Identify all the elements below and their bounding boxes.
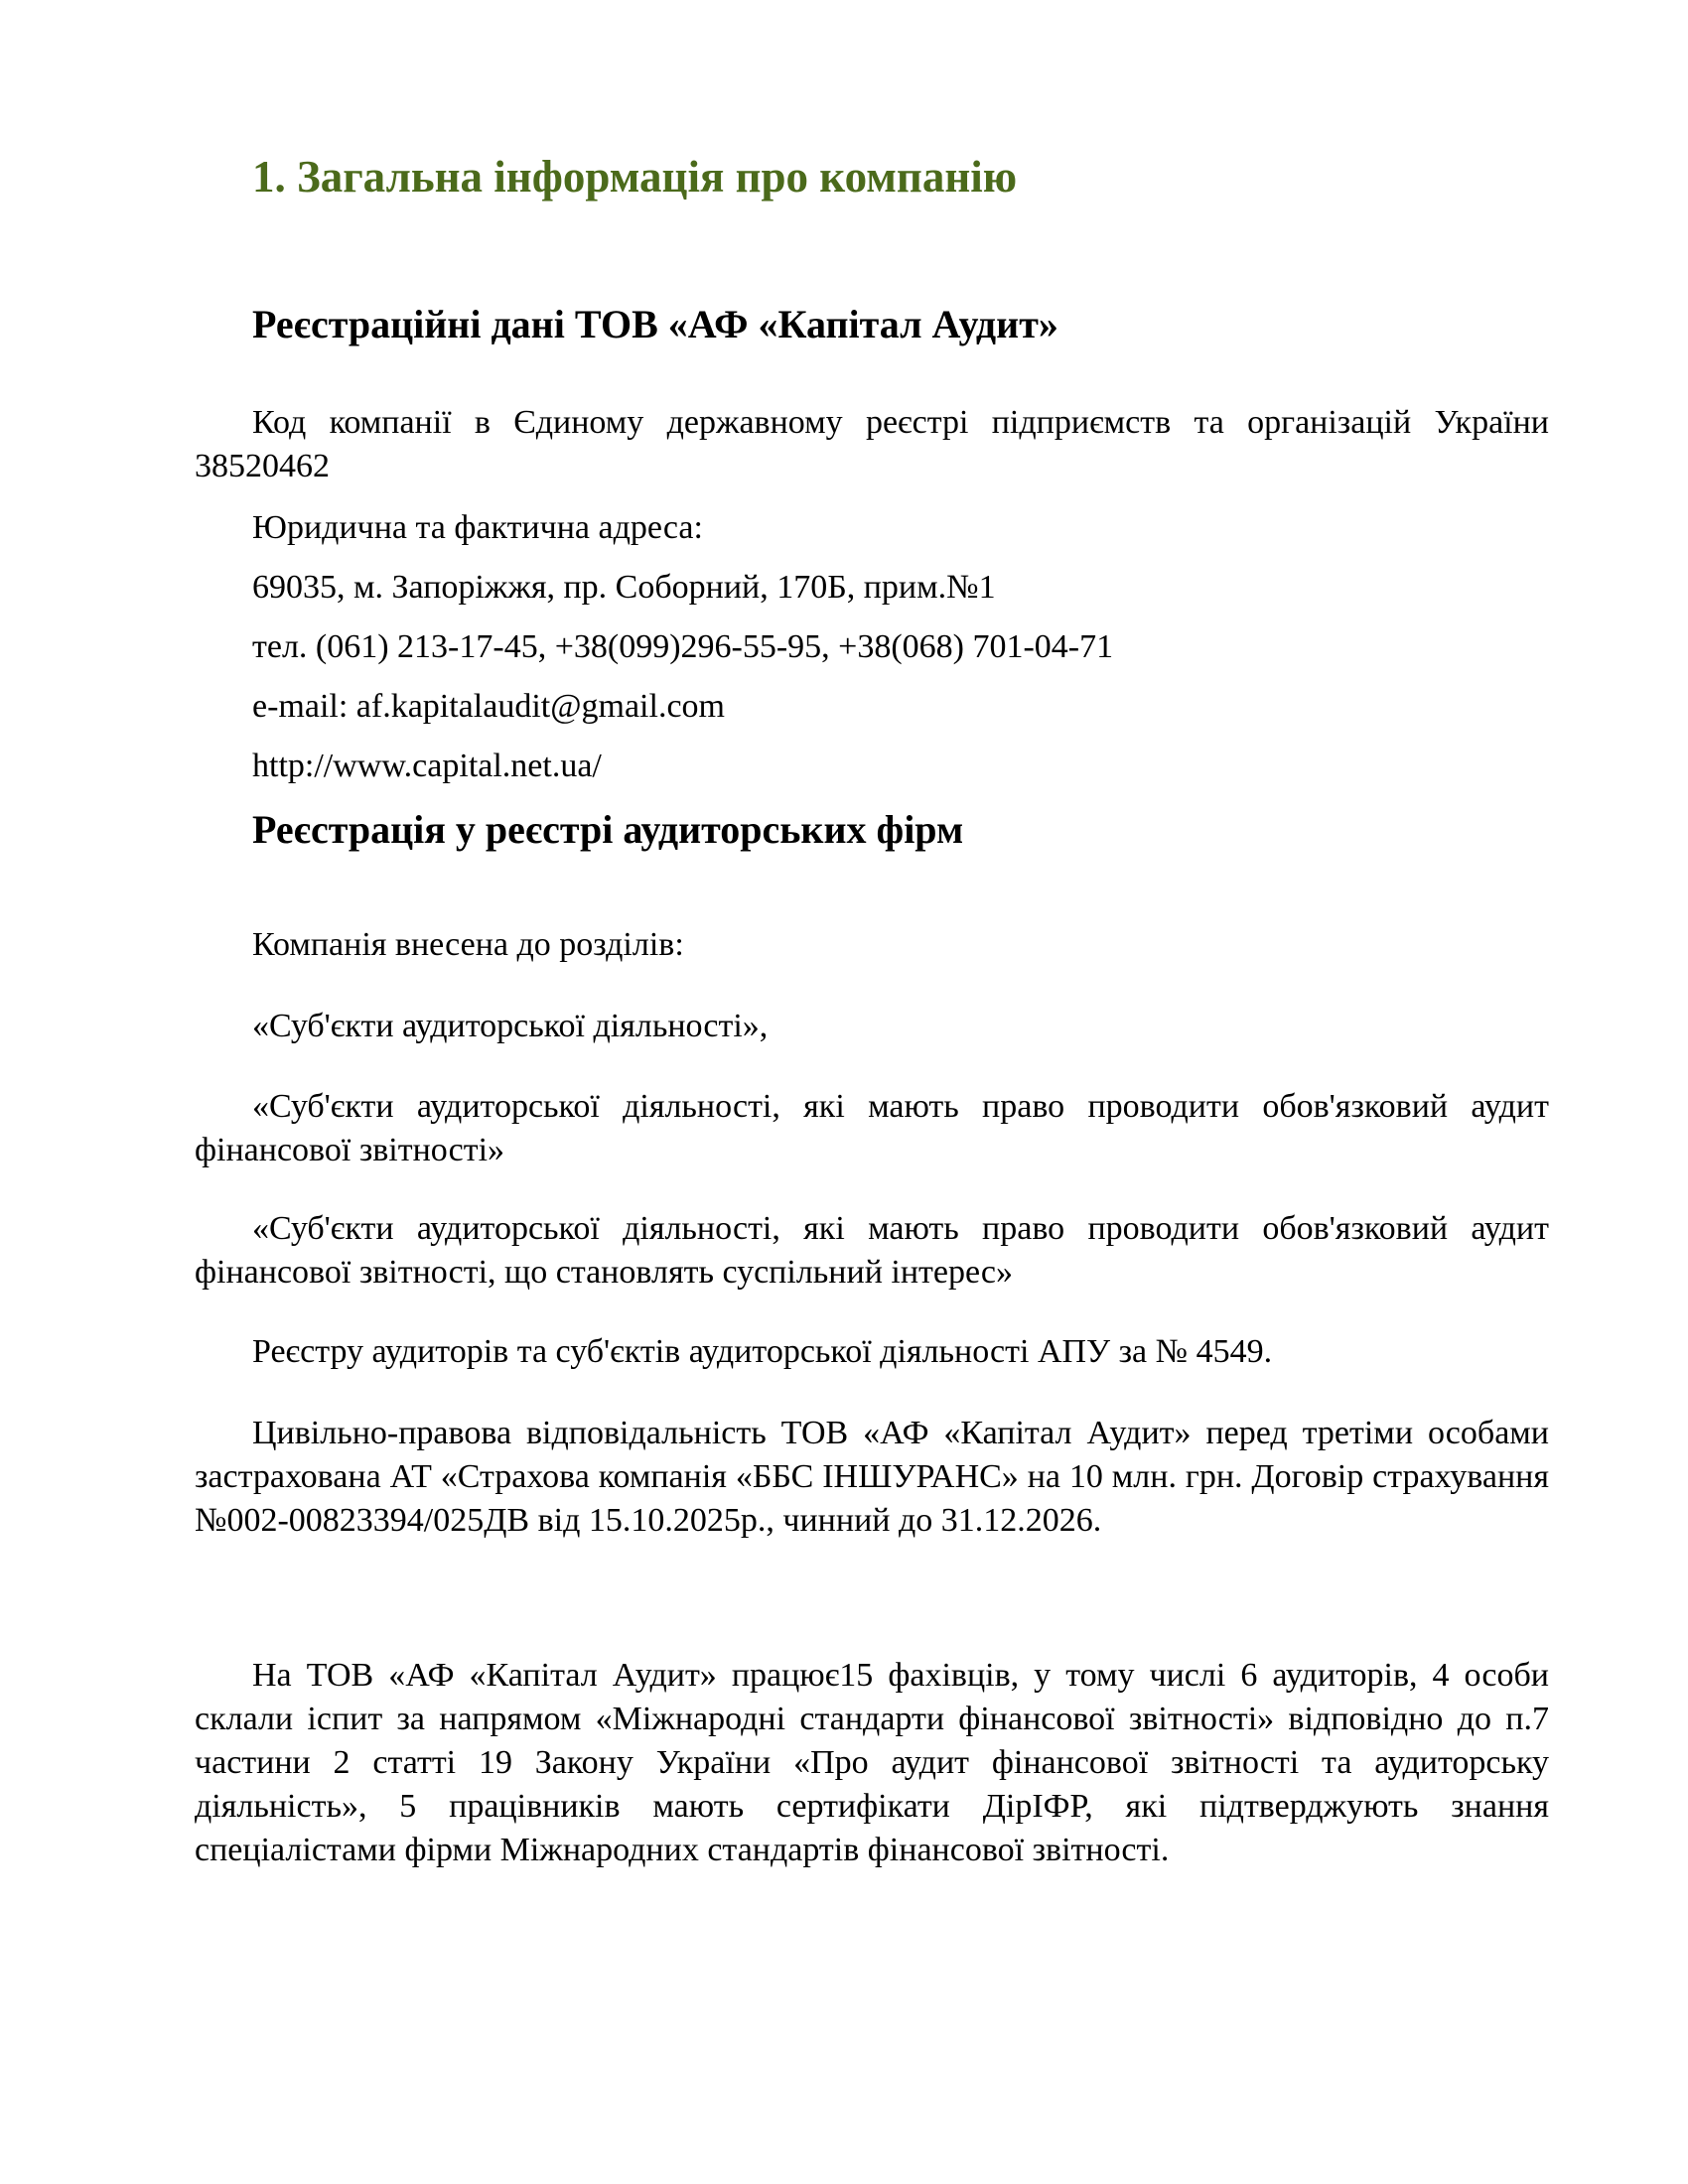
audit-registry-heading: Реєстрація у реєстрі аудиторських фірм <box>252 807 964 852</box>
website-link[interactable]: http://www.capital.net.ua/ <box>252 748 602 784</box>
registry-number-text: Реєстру аудиторів та суб'єктів аудиторської діяльності АПУ за № 4549. <box>252 1333 1273 1370</box>
section-title: 1. Загальна інформація про компанію <box>252 152 1018 202</box>
registration-heading: Реєстраційні дані ТОВ «АФ «Капітал Аудит» <box>252 302 1058 346</box>
insurance-paragraph: Цивільно-правова відповідальність ТОВ «АФ «Капітал Аудит» перед третіми особами застрахована АТ «Страхова компанія «ББС ІНШУРАНС» на 10 млн. грн. Договір страхування №002-00823394/025ДВ від 15.10.2025р., чинний до 31.12.2026. <box>195 1415 1549 1539</box>
address-label: Юридична та фактична адреса: <box>252 509 703 546</box>
phones-text: тел. (061) 213-17-45, +38(099)296-55-95, +38(068) 701-04-71 <box>252 628 1114 665</box>
registry-section-item: «Суб'єкти аудиторської діяльності», <box>252 1008 769 1044</box>
registry-intro: Компанія внесена до розділів: <box>252 926 684 963</box>
registry-section-item: «Суб'єкти аудиторської діяльності, які мають право проводити обов'язковий аудит фінансової звітності, що становлять суспільний інтерес» <box>195 1210 1549 1291</box>
registry-section-item: «Суб'єкти аудиторської діяльності, які мають право проводити обов'язковий аудит фінансової звітності» <box>195 1088 1549 1168</box>
address-text: 69035, м. Запоріжжя, пр. Соборний, 170Б, прим.№1 <box>252 569 996 606</box>
email-text: e-mail: af.kapitalaudit@gmail.com <box>252 688 725 725</box>
edrpou-paragraph: Код компанії в Єдиному державному реєстрі підприємств та організацій України 38520462 <box>195 404 1549 484</box>
staff-paragraph: На ТОВ «АФ «Капітал Аудит» працює15 фахівців, у тому числі 6 аудиторів, 4 особи склали іспит за напрямом «Міжнародні стандарти фінансової звітності» відповідно до п.7 частини 2 статті 19 Закону України «Про аудит фінансової звітності та аудиторську діяльність», 5 працівників мають сертифікати ДipIФР, які підтверджують знання спеціалістами фірми Міжнародних стандартів фінансової звітності. <box>195 1657 1549 1868</box>
